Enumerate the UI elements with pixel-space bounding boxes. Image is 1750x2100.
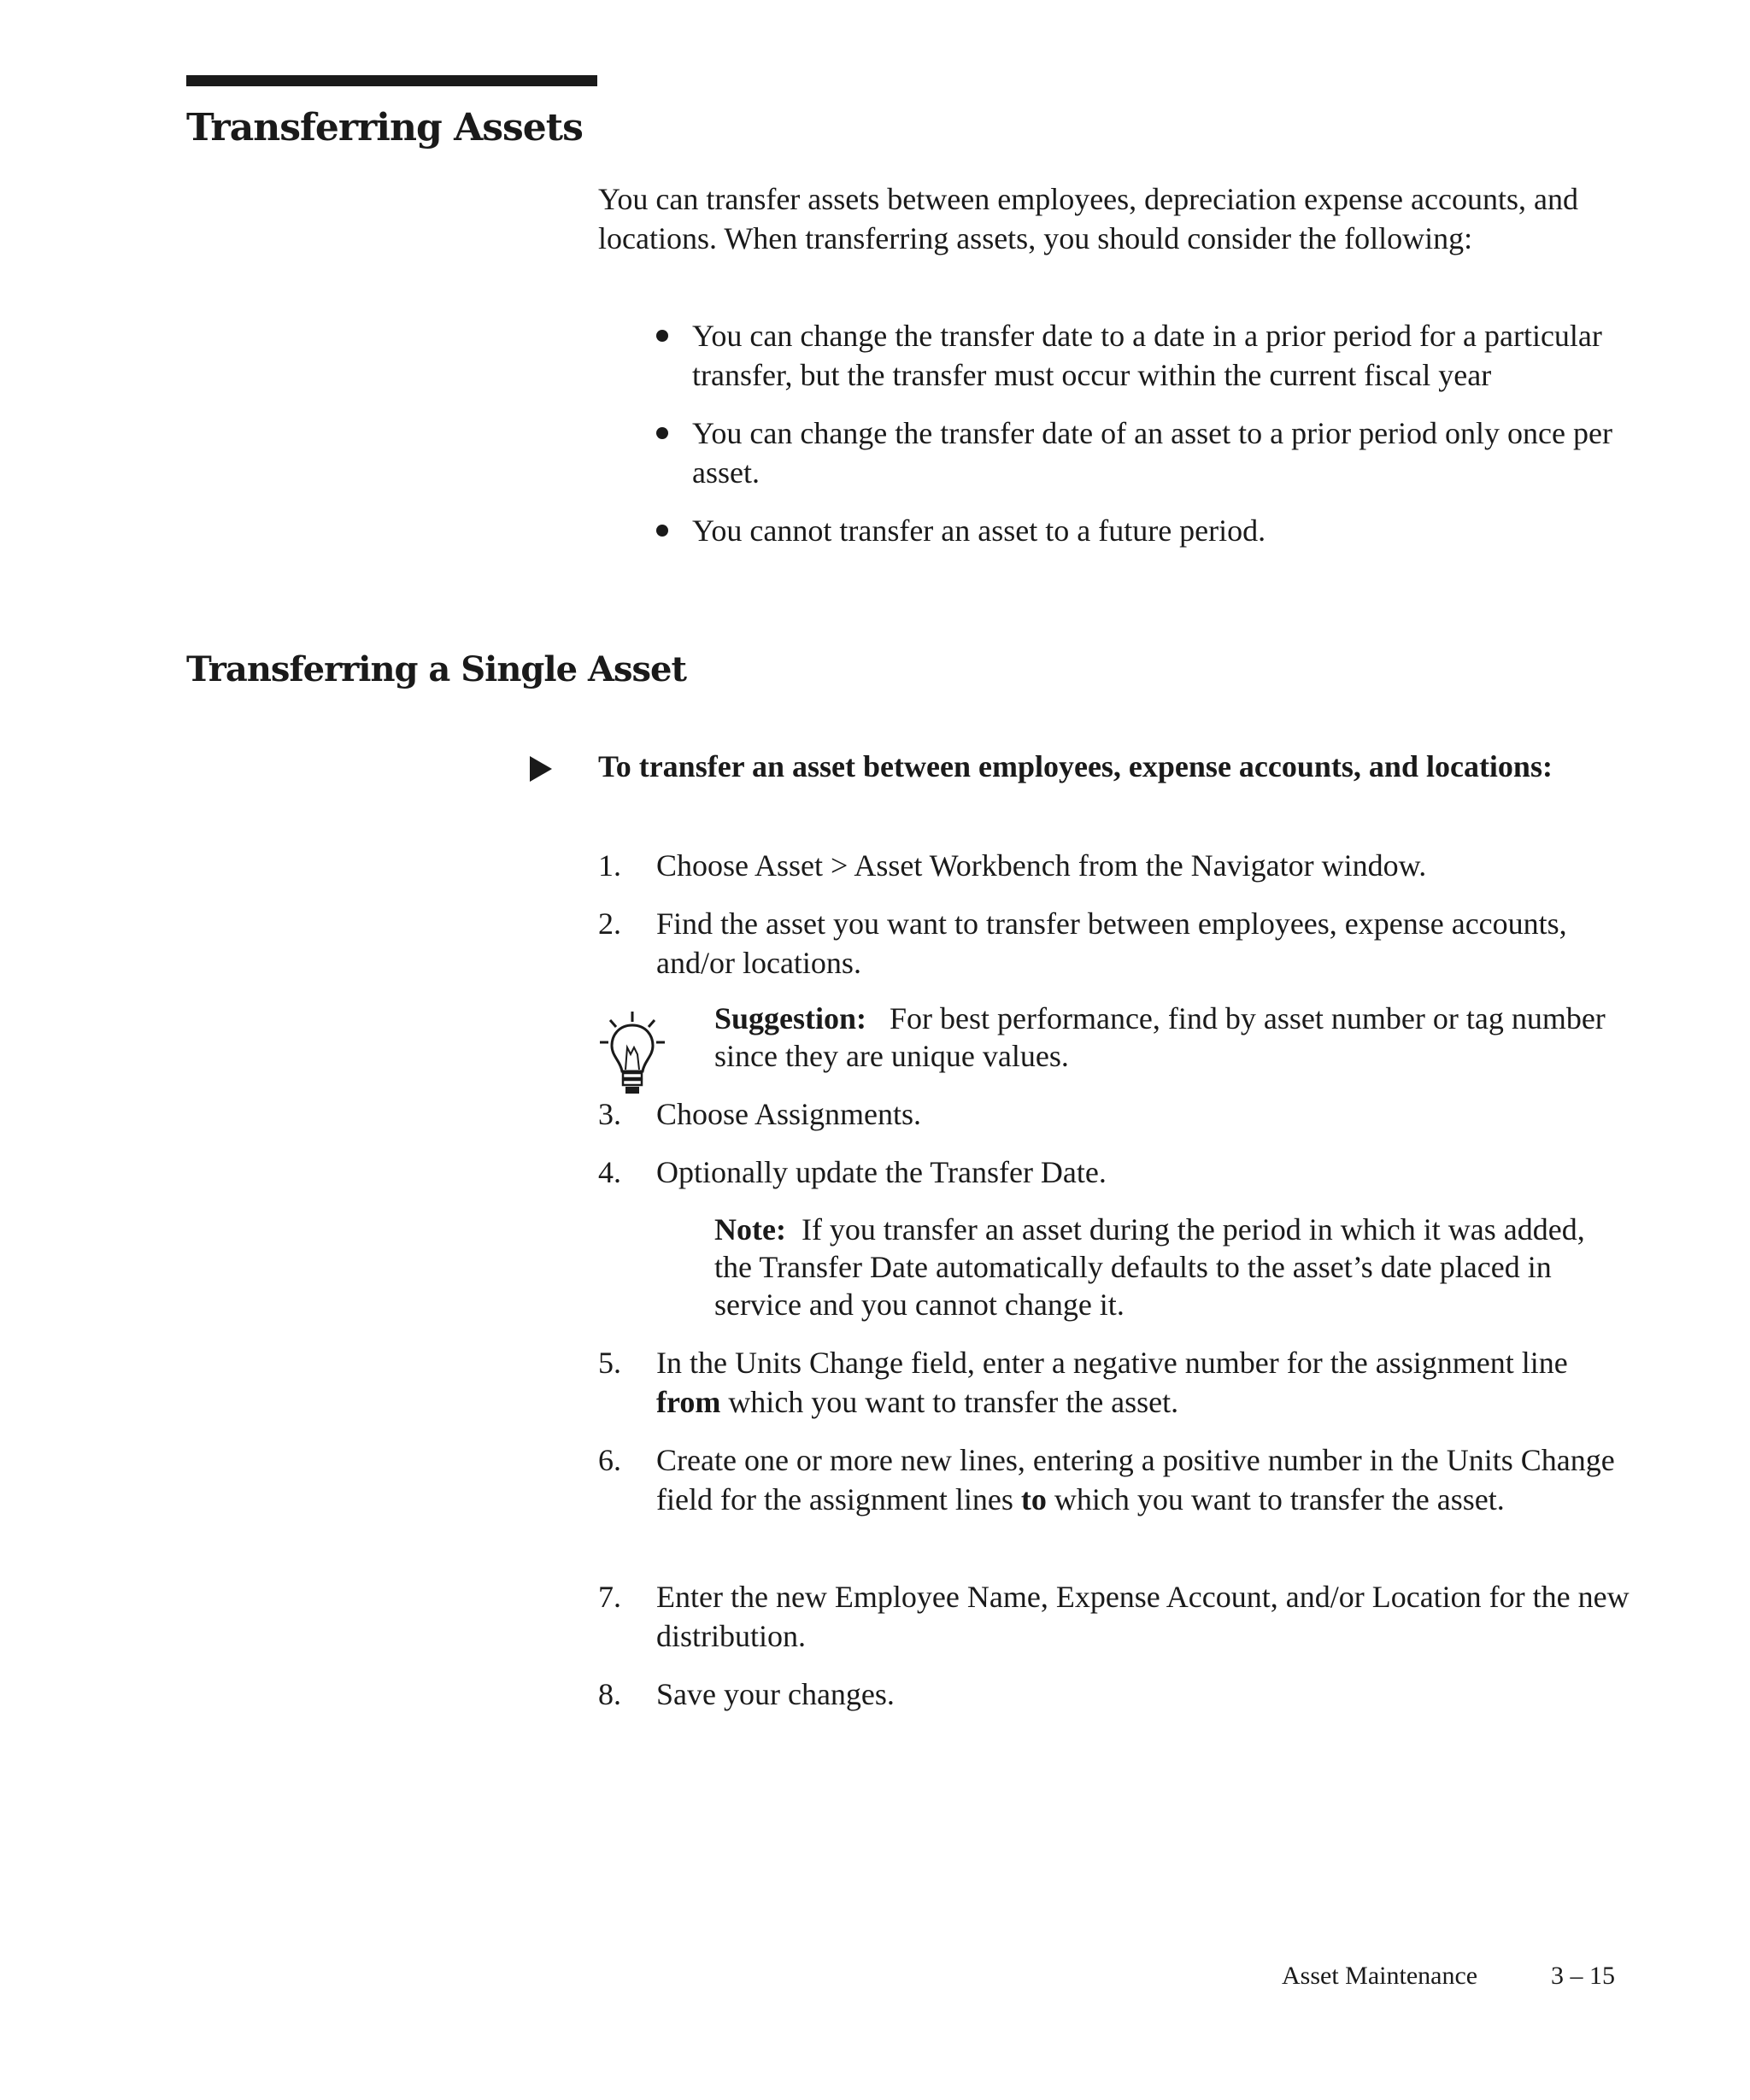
list-item: You can change the transfer date to a date in a prior period for a particular transfer, but the transfer must occur within the current fiscal year xyxy=(656,316,1639,395)
step-number: 4. xyxy=(598,1155,621,1189)
step-text: Create one or more new lines, entering a positive number in the Units Change field for the assignment lines to which you want to transfer the asset. xyxy=(656,1443,1615,1516)
bullet-icon xyxy=(656,330,668,342)
bullet-icon xyxy=(656,525,668,537)
suggestion-text: For best performance, find by asset number or tag number since they are unique values. xyxy=(714,1001,1606,1073)
step-number: 2. xyxy=(598,906,621,941)
lightbulb-icon xyxy=(598,1008,667,1100)
section-rule xyxy=(186,75,597,86)
step-text: In the Units Change field, enter a negative number for the assignment line from which you want to transfer the asset. xyxy=(656,1346,1568,1419)
footer-chapter: Asset Maintenance xyxy=(1282,1962,1478,1990)
subsection-title: Transferring a Single Asset xyxy=(186,649,686,689)
list-item: You cannot transfer an asset to a future period. xyxy=(656,511,1639,550)
footer-page-number: 3 – 15 xyxy=(1551,1962,1615,1990)
note-label: Note: xyxy=(714,1212,786,1247)
step-text: Find the asset you want to transfer between employees, expense accounts, and/or locations. xyxy=(656,906,1567,980)
step-number: 8. xyxy=(598,1677,621,1711)
step-text: Choose Asset > Asset Workbench from the Navigator window. xyxy=(656,848,1427,883)
note-text: If you transfer an asset during the period in which it was added, the Transfer Date automatically defaults to the asset’s date placed in service and you cannot change it. xyxy=(714,1212,1585,1322)
step-number: 1. xyxy=(598,848,621,883)
step-text: Save your changes. xyxy=(656,1677,895,1711)
step-text: Enter the new Employee Name, Expense Account, and/or Location for the new distribution. xyxy=(656,1580,1630,1653)
step-number: 3. xyxy=(598,1097,621,1131)
list-item: You can change the transfer date of an asset to a prior period only once per asset. xyxy=(656,414,1639,492)
section-title: Transferring Assets xyxy=(186,106,583,150)
suggestion-label: Suggestion: xyxy=(714,1001,867,1035)
note-callout xyxy=(714,1211,1620,1323)
step-number: 7. xyxy=(598,1580,621,1614)
step-text: Choose Assignments. xyxy=(656,1097,922,1131)
procedure-arrow-icon xyxy=(530,756,552,782)
considerations-list xyxy=(656,316,1639,569)
procedure-title: To transfer an asset between employees, expense accounts, and locations: xyxy=(598,749,1553,783)
step-text: Optionally update the Transfer Date. xyxy=(656,1155,1107,1189)
intro-paragraph: You can transfer assets between employees, depreciation expense accounts, and locations. When transferring assets, you should consider the following: xyxy=(598,182,1578,255)
bullet-icon xyxy=(656,427,668,439)
step-number: 6. xyxy=(598,1443,621,1477)
step-number: 5. xyxy=(598,1346,621,1380)
suggestion-callout xyxy=(714,1000,1620,1075)
